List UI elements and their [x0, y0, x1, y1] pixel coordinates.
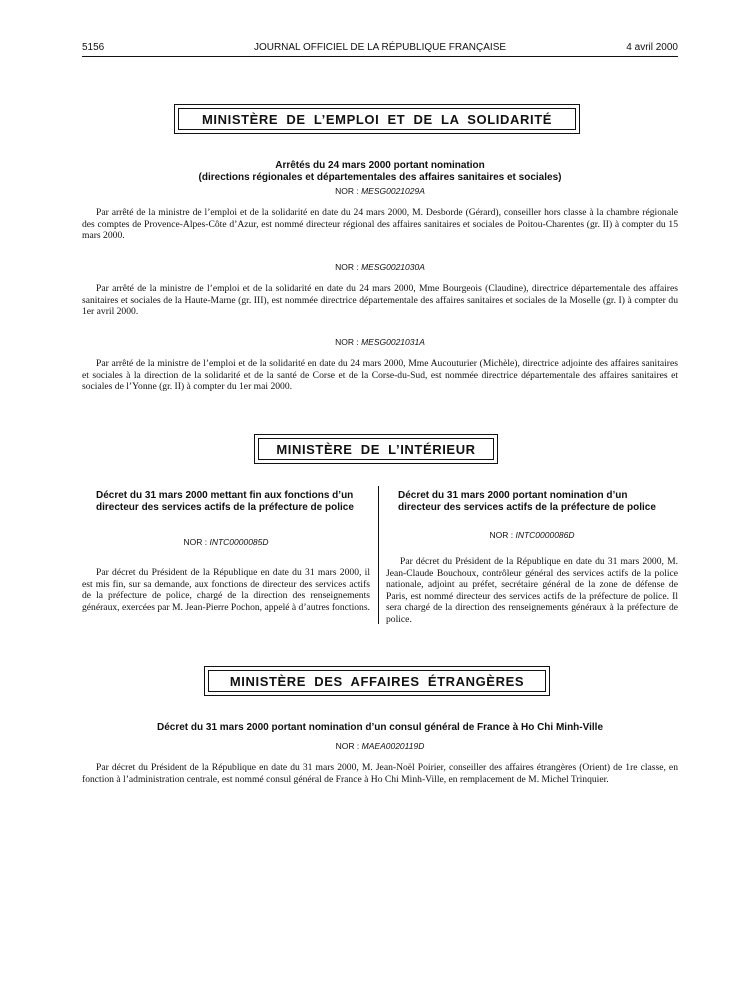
ministry-heading-label: MINISTÈRE DE L’INTÉRIEUR — [258, 438, 494, 460]
nor-code: MESG0021029A — [361, 186, 425, 196]
ministry-heading-interieur — [254, 434, 498, 464]
arrete-paragraph: Par arrêté de la ministre de l’emploi et de la solidarité en date du 24 mars 2000, M. Desborde (Gérard), conseiller hors classe à la chambre régionale des comptes de Provence-Alpes-Côte d’Azur, est nommé directeur régional des affaires sanitaires et sociales de Poitou-Charentes (gr. II) à compter du 15 mars 2000. — [82, 207, 678, 241]
arrete-paragraph: Par arrêté de la ministre de l’emploi et de la solidarité en date du 24 mars 2000, Mme Bourgeois (Claudine), directrice départementale des affaires sanitaires et sociales de la Haute-Marne (gr. III), est nommée directrice départementale des affaires sanitaires et sociales de la Moselle (gr. I) à compter du 1er avril 2000. — [82, 283, 678, 317]
page-number: 5156 — [82, 42, 105, 53]
decree-title-line: Arrêtés du 24 mars 2000 portant nomination — [275, 160, 485, 171]
ministry-heading-emploi — [174, 104, 580, 134]
column-divider — [378, 486, 379, 624]
ministry-heading-label: MINISTÈRE DE L’EMPLOI ET DE LA SOLIDARITÉ — [178, 108, 576, 130]
nor-reference — [82, 337, 678, 347]
header-rule — [82, 56, 678, 57]
nor-code: MESG0021030A — [361, 262, 425, 272]
nor-label: NOR : — [335, 337, 359, 347]
nor-code: INTC0000085D — [209, 537, 269, 547]
nor-label: NOR : — [183, 537, 208, 547]
nor-label: NOR : — [335, 262, 359, 272]
nor-reference — [82, 537, 370, 547]
nor-code: INTC0000086D — [515, 530, 575, 540]
publication-date: 4 avril 2000 — [626, 42, 678, 53]
nor-label: NOR : — [489, 530, 514, 540]
nor-label: NOR : — [335, 741, 360, 751]
journal-title: JOURNAL OFFICIEL DE LA RÉPUBLIQUE FRANÇAISE — [253, 42, 507, 53]
arrete-paragraph: Par arrêté de la ministre de l’emploi et de la solidarité en date du 24 mars 2000, Mme Aucouturier (Michèle), directrice adjointe des affaires sanitaires et sociales à la direction de la solidarité et de la santé de Corse et de la Corse-du-Sud, est nommée directrice départementale des affaires sanitaires et sociales de l’Yonne (gr. II) à compter du 1er mai 2000. — [82, 358, 678, 392]
decree-title: Décret du 31 mars 2000 portant nomination d’un consul général de France à Ho Chi Minh-Ville — [156, 722, 604, 733]
nor-reference — [82, 262, 678, 272]
decree-title: Décret du 31 mars 2000 mettant fin aux fonctions d’un directeur des services actifs de la préfecture de police — [96, 490, 354, 513]
nor-reference — [82, 186, 678, 196]
decree-paragraph: Par décret du Président de la République en date du 31 mars 2000, M. Jean-Claude Bouchoux, contrôleur général des services actifs de la police nationale, adjoint au préfet, secrétaire général de la zone de défense de Paris, est nommé directeur des services actifs de la préfecture de police. Il sera chargé de la direction des renseignements généraux à la préfecture de police. — [386, 556, 678, 625]
decree-paragraph: Par décret du Président de la République en date du 31 mars 2000, il est mis fin, sur sa demande, aux fonctions de directeur des services actifs de la préfecture de police, chargé de la direction des renseignements généraux, exercées par M. Jean-Pierre Pochon, appelé à d’autres fonctions. — [82, 567, 370, 613]
decree-title: Décret du 31 mars 2000 portant nomination d’un directeur des services actifs de la préfecture de police — [398, 490, 656, 513]
decree-paragraph: Par décret du Président de la République en date du 31 mars 2000, M. Jean-Noël Poirier, conseiller des affaires étrangères (Orient) de 1re classe, en fonction à l’administration centrale, est nommé consul général de France à Ho Chi Minh-Ville, en remplacement de M. Michel Trinquier. — [82, 762, 678, 785]
nor-code: MAEA0020119D — [361, 741, 425, 751]
ministry-heading-affaires-etrangeres — [204, 666, 550, 696]
decree-title — [82, 160, 678, 184]
decree-title-line: (directions régionales et départementales des affaires sanitaires et sociales) — [198, 172, 562, 183]
nor-reference — [386, 530, 678, 540]
nor-label: NOR : — [335, 186, 359, 196]
nor-reference — [82, 741, 678, 751]
nor-code: MESG0021031A — [361, 337, 425, 347]
ministry-heading-label: MINISTÈRE DES AFFAIRES ÉTRANGÈRES — [208, 670, 546, 692]
page-header — [82, 40, 678, 56]
